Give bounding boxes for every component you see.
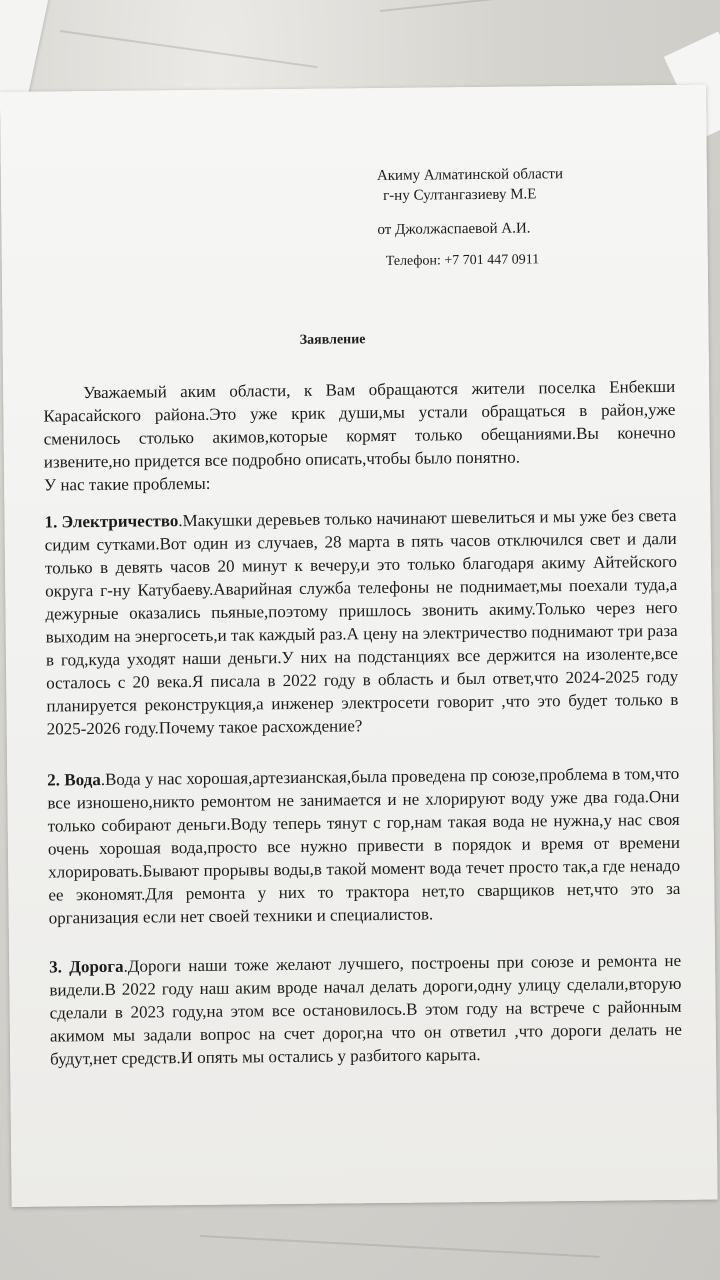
- addressee-block: [377, 163, 697, 206]
- section-water: [47, 762, 681, 930]
- sender-line: от Джолжаспаевой А.И.: [377, 220, 531, 239]
- section-text: .Макушки деревьев только начинают шевелиться и мы уже без света сидим сутками.Вот один из случаев, 28 марта в пять часов отключился свет и дали только в девять часов 20 минут к вечеру,и это только благодаря акиму Айтейского округа г-ну Катубаеву.Аварийная служба телефоны не поднимает,мы поехали туда,а дежурные оказались пьяные,поэтому пришлось звонить акиму.Только через него выходим на энергосеть,и так каждый раз.А цену на электричество поднимают три раза в год,куда уходят наши деньги.У них на подстанциях все держится на изоленте,все осталось с 20 века.Я писала в 2022 году в область и был ответ,что 2024-2025 году планируется реконструкция,а инженер электросети говорит ,что это будет только в 2025-2026 году.Почему такое расхождение?: [44, 505, 679, 739]
- section-heading: Вода: [64, 769, 101, 790]
- section-road: [49, 949, 682, 1071]
- section-number: 3.: [49, 957, 63, 977]
- problems-intro: У нас такие проблемы:: [44, 473, 211, 495]
- section-heading: Дорога: [69, 956, 124, 977]
- phone-line: Телефон: +7 701 447 0911: [385, 252, 540, 269]
- addressee-line-1: Акиму Алматинской области: [376, 166, 564, 185]
- section-electricity: [44, 504, 678, 741]
- addressee-line-2: г-ну Султангазиеву М.Е: [383, 186, 537, 204]
- section-text: .Дороги наши тоже желают лучшего, построены при союзе и ремонта не видели.В 2022 году наш аким вроде начал делать дороги,одну улицу сделали,вторую сделали в 2023 году,на этом все остановилось.В этом году на встрече с районным акимом мы задали вопрос на счет дорог,на что он ответил ,что дороги делать не будут,нет средств.И опять мы остались у разбитого карыта.: [49, 950, 682, 1069]
- document-page: [0, 85, 718, 1207]
- section-text: .Вода у нас хорошая,артезианская,была проведена пр союзе,проблема в том,что все изношено,никто ремонтом не занимается и не хлорируют воду уже два года.Они только собирают деньги.Воду теперь тянут с гор,нам такая вода не нужна,у нас своя очень хорошая вода,просто все нужно привести в порядок и время от времени хлорировать.Бывают прорывы воды,в такой момент вода течет просто так,а где ненадо ее экономят.Для ремонта у них то трактора нет,то сварщиков нет,что это за организация если нет своей техники и специалистов.: [47, 763, 681, 928]
- section-number: 1.: [44, 512, 58, 532]
- intro-paragraph: Уважаемый аким области, к Вам обращаются жители поселка Енбекши Карасайского района.Это уже крик души,мы устали обращаться в район,уже сменилось столько акимов,которые кормят только обещаниями.Вы конечно извените,но придется все подробно описать,чтобы было понятно.: [43, 376, 676, 472]
- document-title: Заявление: [299, 332, 366, 348]
- section-heading: Электричество: [61, 511, 179, 532]
- document-body: [43, 375, 682, 1071]
- section-number: 2.: [47, 770, 61, 790]
